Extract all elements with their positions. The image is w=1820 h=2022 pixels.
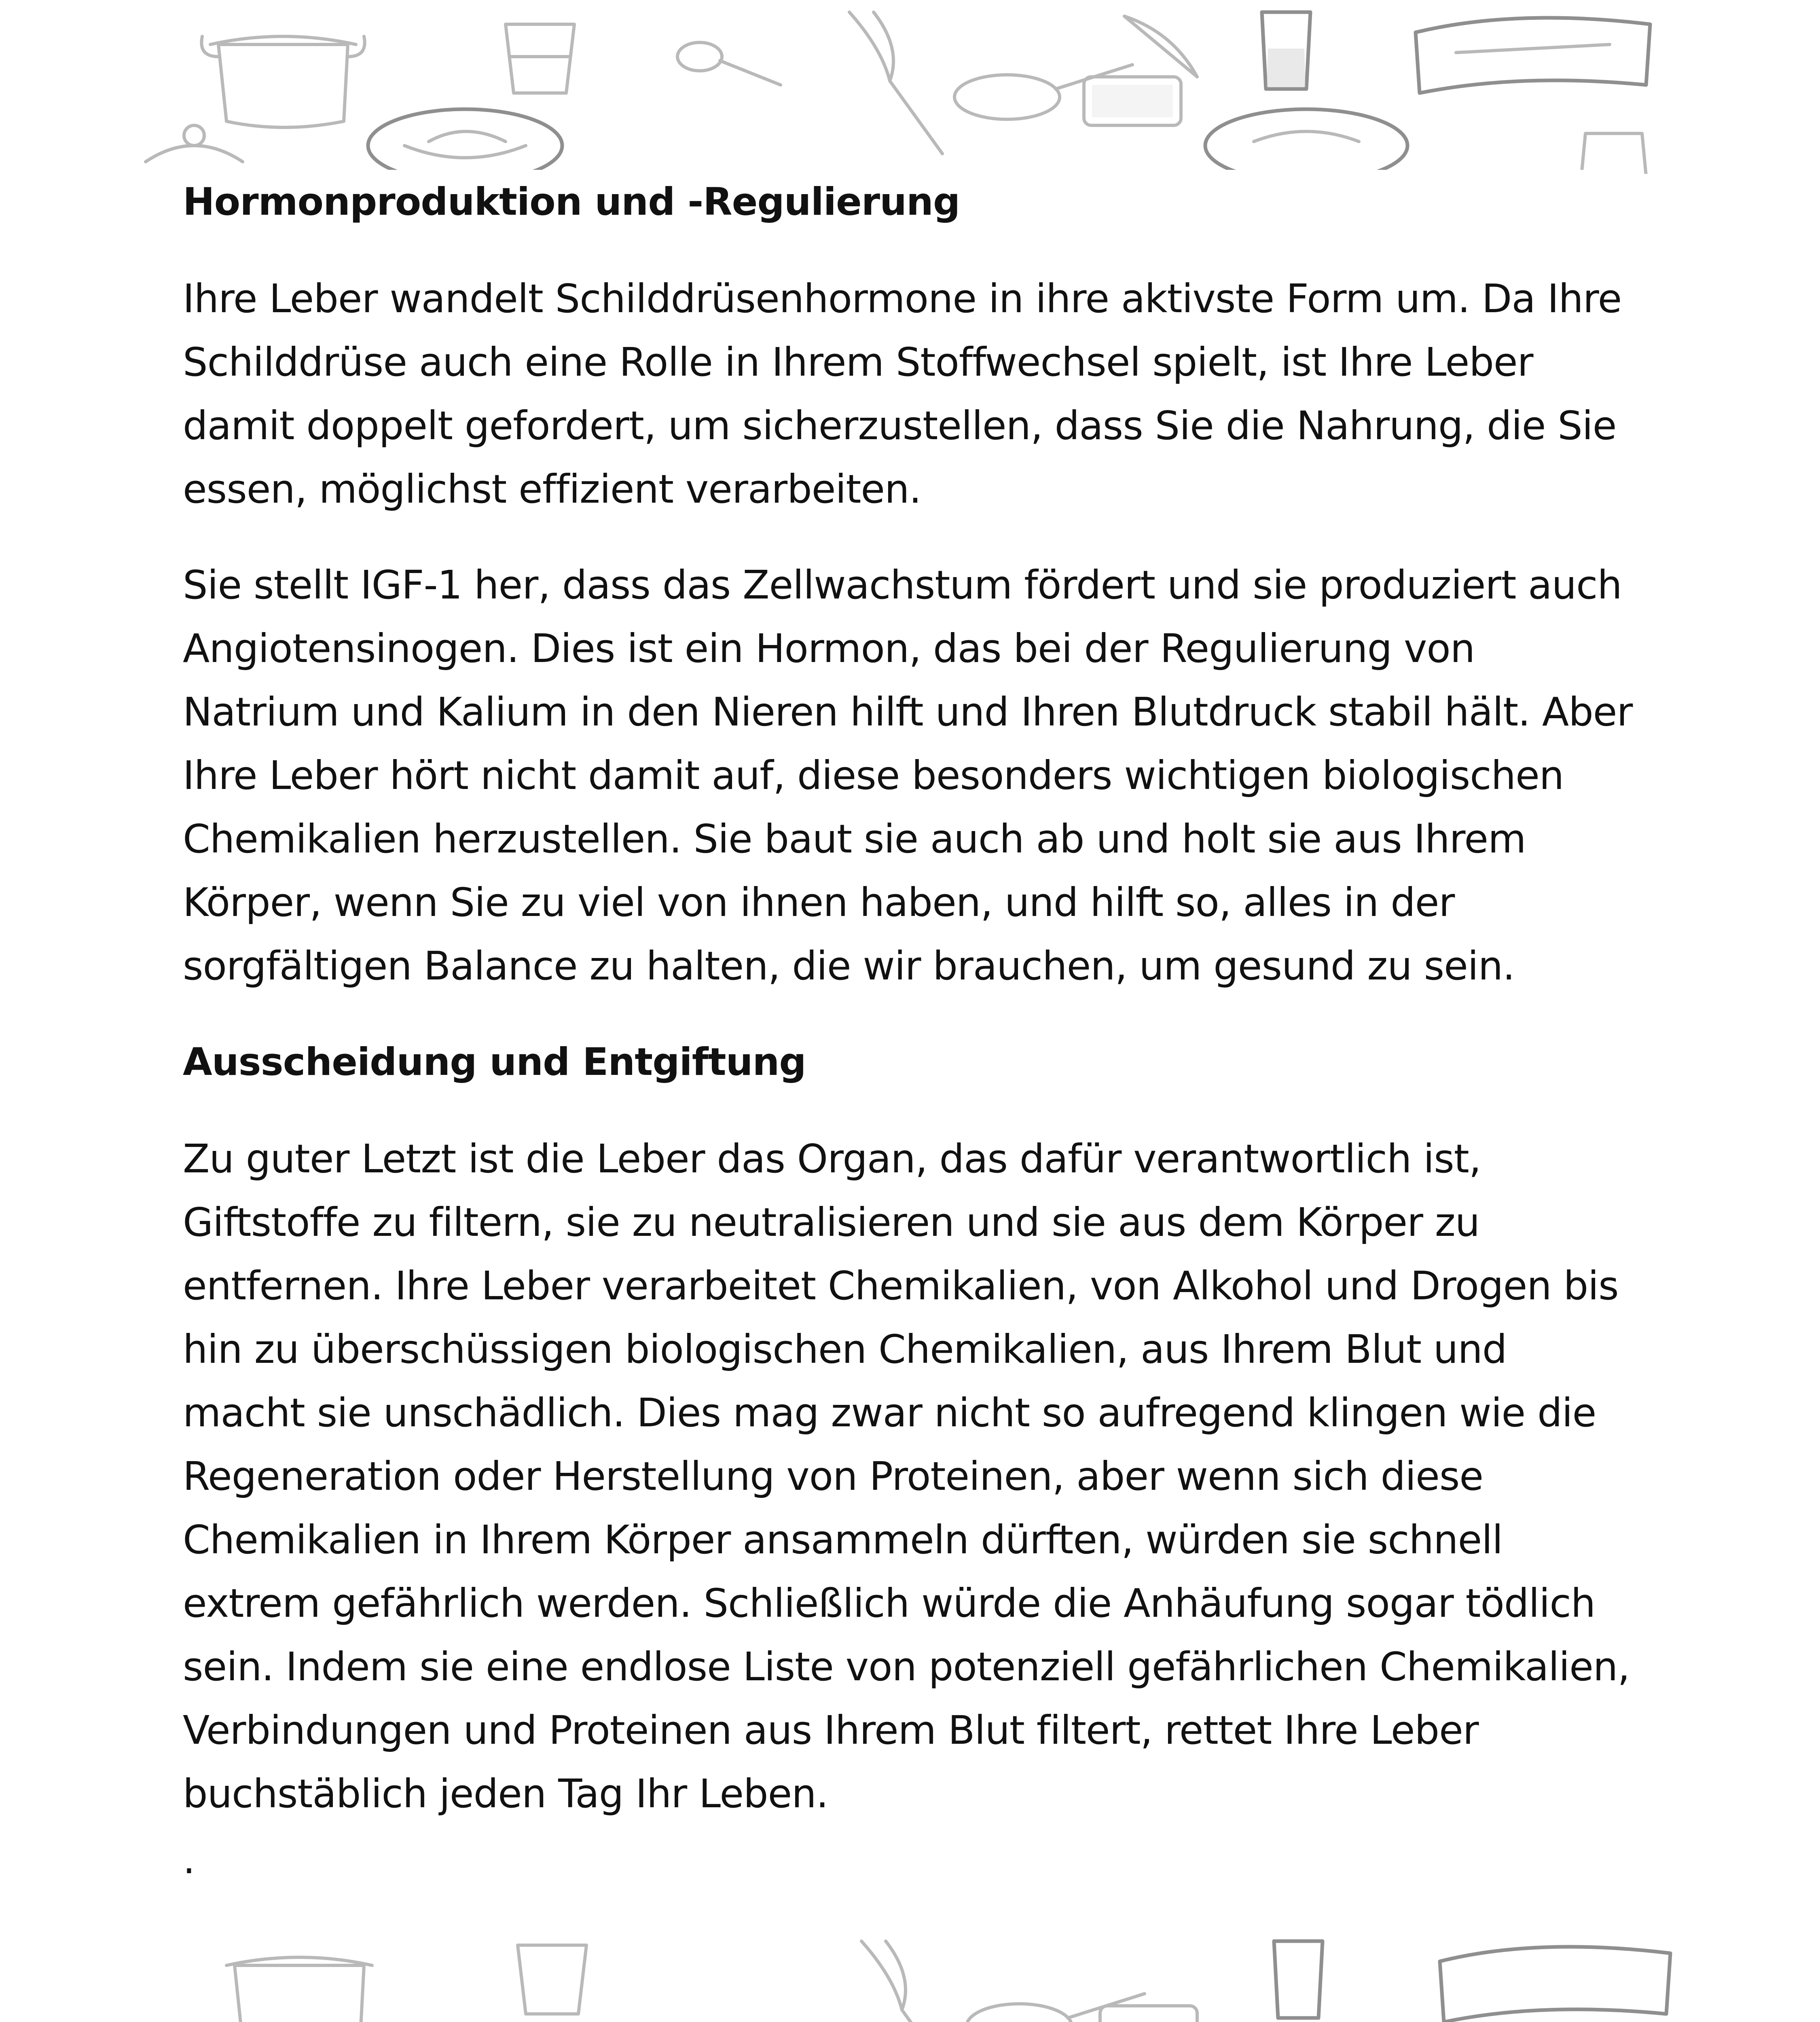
document-body bbox=[183, 170, 1639, 1825]
mixing-bowl-icon bbox=[1205, 109, 1407, 174]
paragraph: Sie stellt IGF-1 her, dass das Zellwachstum fördert und sie produziert auch Angiotensinogen. Dies ist ein Hormon, das bei der Regulierung von Natrium und Kalium in den Nieren hilft und Ihren Blutdruck stabil hält. Aber Ihre Leber hört nicht damit auf, diese besonders wichtigen biologischen Chemikalien herzustellen. Sie baut sie auch ab und holt sie aus Ihrem Körper, wenn Sie zu viel von ihnen haben, und hilft so, alles in der sorgfältigen Balance zu halten, die wir brauchen, um gesund zu sein. bbox=[183, 562, 1633, 989]
knife-icon bbox=[1124, 16, 1197, 77]
bottom-kitchen-illustration-band bbox=[0, 1901, 1820, 2022]
trailing-period: . bbox=[183, 1837, 195, 1882]
section-heading-hormones: Hormonproduktion und -Regulierung bbox=[183, 180, 960, 224]
spoon-icon bbox=[677, 42, 781, 85]
baking-ring-icon bbox=[1440, 1947, 1670, 2022]
paragraph: Ihre Leber wandelt Schilddrüsenhormone in ihre aktivste Form um. Da Ihre Schilddrüse auch eine Rolle in Ihrem Stoffwechsel spielt, ist Ihre Leber damit doppelt gefordert, um sicherzustellen, dass Sie die Nahrung, die Sie essen, möglichst effizient verarbeiten. bbox=[183, 276, 1622, 512]
jug-icon bbox=[1274, 1941, 1323, 2018]
cutting-board-icon bbox=[1100, 2006, 1197, 2022]
lid-icon bbox=[146, 125, 243, 162]
baking-ring-icon bbox=[1416, 18, 1650, 93]
cooking-pot-icon bbox=[226, 1957, 372, 2022]
bowl-icon bbox=[368, 109, 562, 174]
glass-icon bbox=[506, 24, 574, 93]
jug-icon bbox=[1262, 12, 1310, 89]
whisk-icon bbox=[861, 1941, 954, 2022]
cutting-board-icon bbox=[1084, 77, 1181, 125]
section-heading-detox: Ausscheidung und Entgiftung bbox=[183, 1040, 806, 1084]
top-kitchen-illustration-band bbox=[0, 0, 1820, 174]
grater-icon bbox=[1577, 133, 1650, 174]
frying-pan-icon bbox=[967, 1994, 1145, 2022]
glass-icon bbox=[518, 1945, 586, 2014]
paragraph: Zu guter Letzt ist die Leber das Organ, das dafür verantwortlich ist, Giftstoffe zu filtern, sie zu neutralisieren und sie aus dem Körper zu entfernen. Ihre Leber verarbeitet Chemikalien, von Alkohol und Drogen bis hin zu überschüssigen biologischen Chemikalien, aus Ihrem Blut und macht sie unschädlich. Dies mag zwar nicht so aufregend klingen wie die Regeneration oder Herstellung von Proteinen, aber wenn sich diese Chemikalien in Ihrem Körper ansammeln dürften, würden sie schnell extrem gefährlich werden. Schließlich würde die Anhäufung sogar tödlich sein. Indem sie eine endlose Liste von potenziell gefährlichen Chemikalien, Verbindungen und Proteinen aus Ihrem Blut filtert, rettet Ihre Leber buchstäblich jeden Tag Ihr Leben. bbox=[183, 1136, 1630, 1817]
whisk-icon bbox=[849, 12, 942, 154]
cooking-pot-icon bbox=[201, 36, 364, 127]
